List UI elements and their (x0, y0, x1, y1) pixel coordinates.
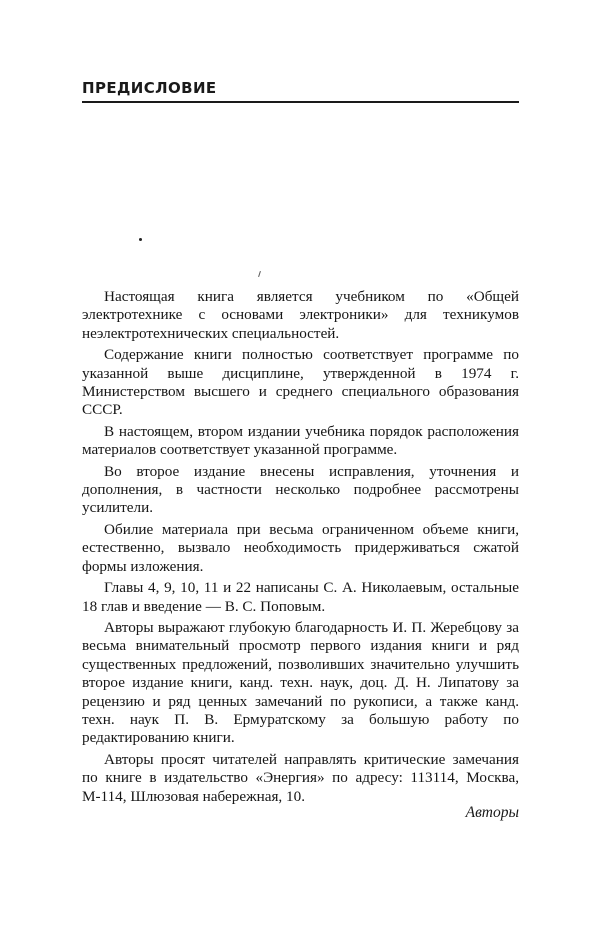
paragraph-second-edition: В настоящем, втором издании учебника порядок расположения материалов соответствует указанной программе. (82, 422, 519, 459)
paragraph-intro: Настоящая книга является учебником по «Общей электротехнике с основами электроники» для техникумов неэлектротехнических специальностей. (82, 288, 519, 342)
page-title: ПРЕДИСЛОВИЕ (82, 79, 217, 97)
paragraph-address: Авторы просят читателей направлять критические замечания по книге в издательство «Энергия» по адресу: 113114, Москва, М-114, Шлюзовая набережная, 10. (82, 750, 519, 805)
print-mark (258, 271, 261, 277)
print-speck (139, 238, 142, 241)
paragraph-corrections: Во второе издание внесены исправления, уточнения и дополнения, в частности несколько подробнее рассмотрены усилители. (82, 462, 519, 517)
paragraph-chapters: Главы 4, 9, 10, 11 и 22 написаны С. А. Николаевым, остальные 18 глав и введение — В. С. Поповым. (82, 579, 519, 615)
preface-body (82, 288, 519, 809)
paragraph-program: Содержание книги полностью соответствует программе по указанной выше дисциплине, утвержденной в 1974 г. Министерством высшего и среднего специального образования СССР. (82, 346, 519, 419)
title-underline (82, 101, 519, 103)
paragraph-acknowledgements: Авторы выражают глубокую благодарность И. П. Жеребцову за весьма внимательный просмотр первого издания книги и ряд существенных предложений, позволивших значительно улучшить второе издание книги, канд. техн. наук, доц. Д. Н. Липатову за рецензию и ряд ценных замечаний по рукописи, а также канд. техн. наук П. В. Ермуратскому за большую работу по редактированию книги. (82, 618, 519, 747)
paragraph-material: Обилие материала при весьма ограниченном объеме книги, естественно, вызвало необходимость придерживаться сжатой формы изложения. (82, 520, 519, 575)
signature: Авторы (465, 804, 519, 821)
